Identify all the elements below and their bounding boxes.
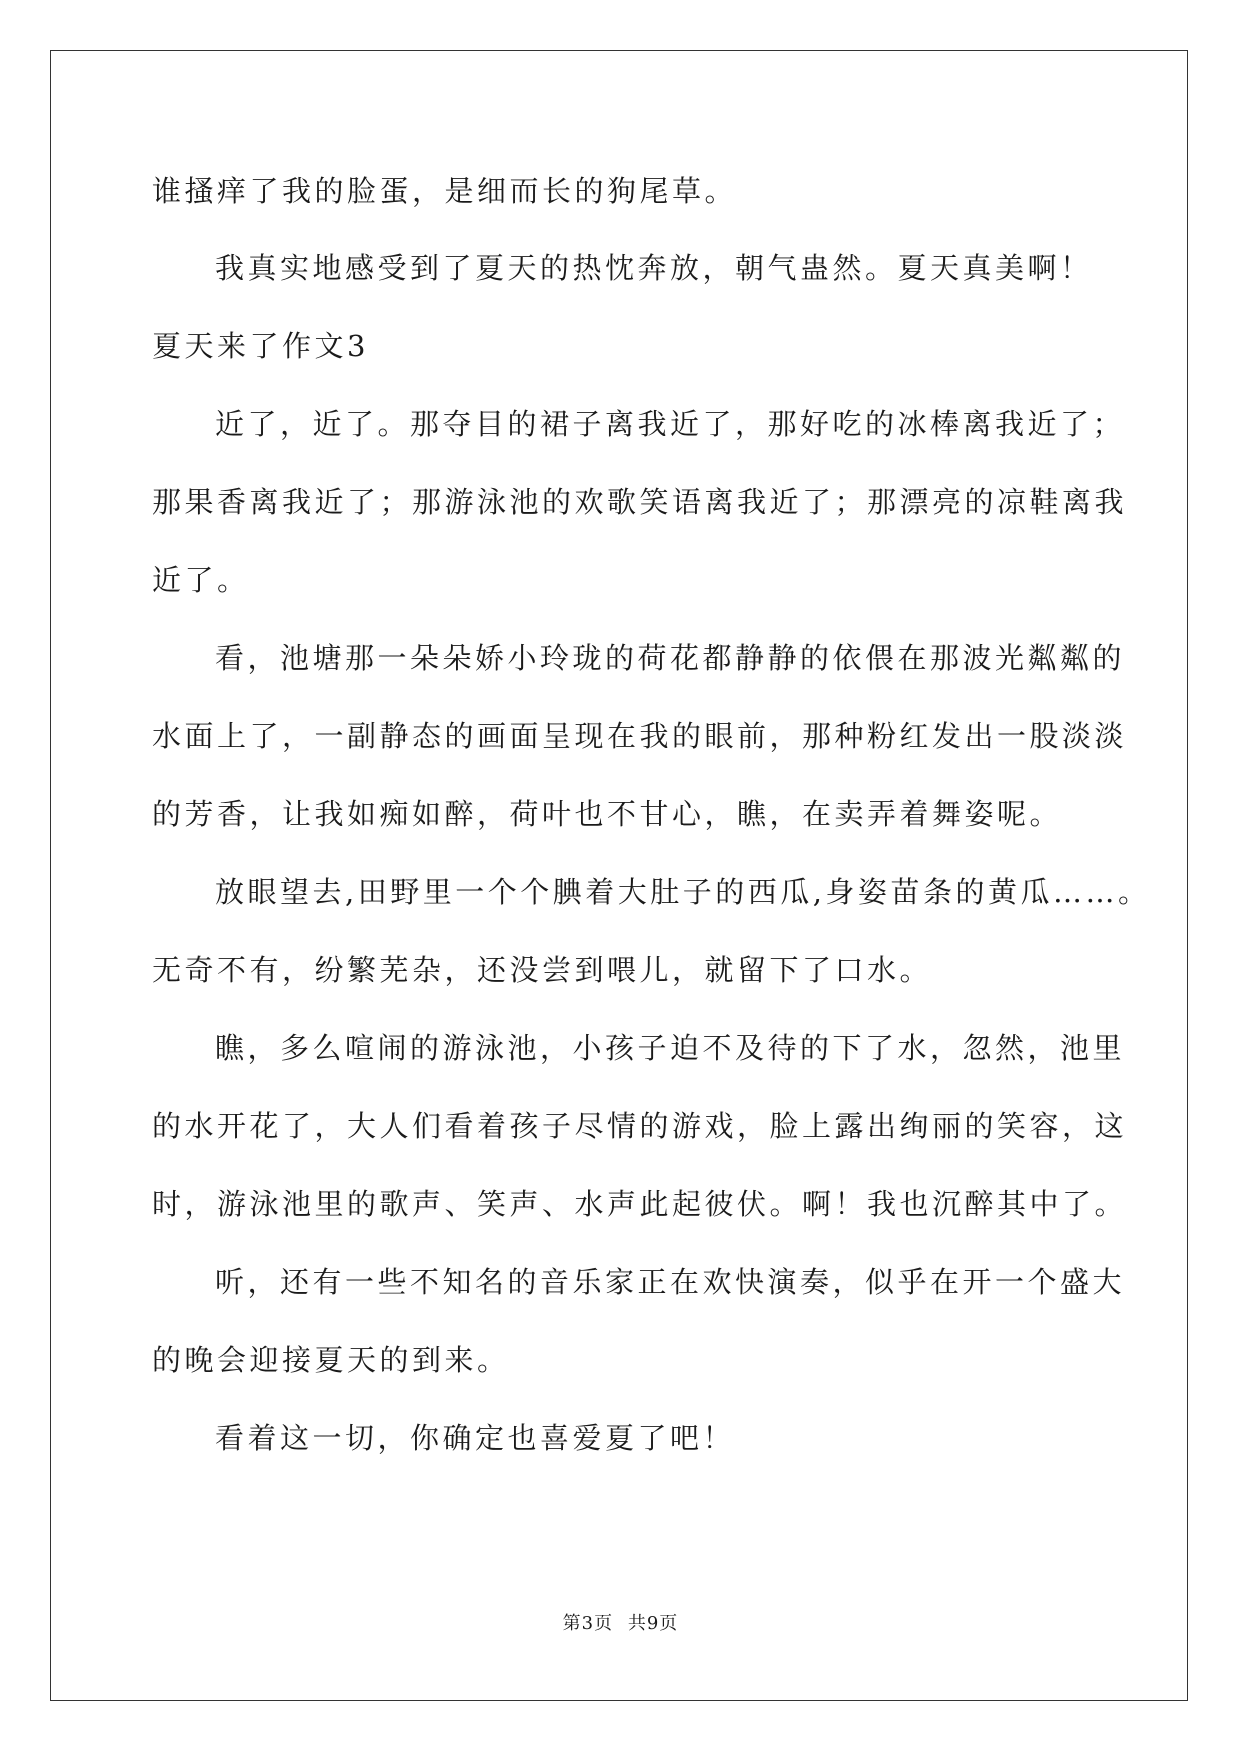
page-number: 第3页 [562, 1613, 614, 1634]
text-line: 看着这一切，你确定也喜爱夏了吧！ [215, 1421, 736, 1455]
text-line: 谁搔痒了我的脸蛋，是细而长的狗尾草。 [152, 174, 738, 208]
text-line: 放眼望去,田野里一个个腆着大肚子的西瓜,身姿苗条的黄瓜……。 [215, 875, 1151, 909]
text-line: 的芳香，让我如痴如醉，荷叶也不甘心，瞧，在卖弄着舞姿呢。 [152, 797, 1063, 831]
text-line: 的晚会迎接夏天的到来。 [152, 1343, 510, 1377]
text-line: 那果香离我近了；那游泳池的欢歌笑语离我近了；那漂亮的凉鞋离我 [152, 485, 1128, 519]
text-line: 看，池塘那一朵朵娇小玲珑的荷花都静静的依偎在那波光粼粼的 [215, 641, 1126, 675]
text-line: 近了，近了。那夺目的裙子离我近了，那好吃的冰棒离我近了； [215, 407, 1126, 441]
text-line: 时，游泳池里的歌声、笑声、水声此起彼伏。啊！我也沉醉其中了。 [152, 1187, 1128, 1221]
page-footer [0, 1609, 1241, 1635]
section-heading: 夏天来了作文3 [152, 329, 369, 363]
text-line: 听，还有一些不知名的音乐家正在欢快演奏，似乎在开一个盛大 [215, 1265, 1126, 1299]
text-line: 瞧，多么喧闹的游泳池，小孩子迫不及待的下了水，忽然，池里 [215, 1031, 1126, 1065]
text-line: 无奇不有，纷繁芜杂，还没尝到喂儿，就留下了口水。 [152, 953, 933, 987]
text-line: 我真实地感受到了夏天的热忱奔放，朝气蛊然。夏天真美啊！ [215, 251, 1093, 285]
text-line: 水面上了，一副静态的画面呈现在我的眼前，那种粉红发出一股淡淡 [152, 719, 1128, 753]
text-line: 的水开花了，大人们看着孩子尽情的游戏，脸上露出绚丽的笑容，这 [152, 1109, 1128, 1143]
page-total: 共9页 [627, 1613, 679, 1634]
text-line: 近了。 [152, 563, 250, 597]
